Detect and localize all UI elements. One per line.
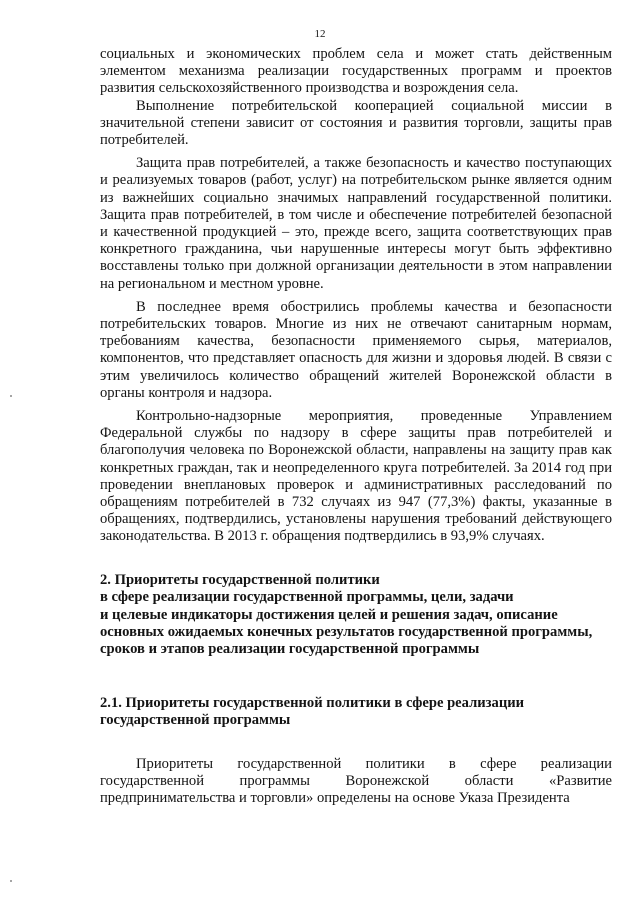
scan-mark (10, 880, 12, 882)
section-2-1-heading (100, 695, 612, 730)
section-2-heading (100, 572, 612, 659)
section-2-heading-line: основных ожидаемых конечных результатов государственной программы, (100, 623, 593, 640)
paragraph-priorities: Приоритеты государственной политики в сфере реализации государственной программы Воронежской области «Развитие предпринимательства и торговли» определены на основе Указа Президента (100, 755, 612, 806)
section-2-heading-line: в сфере реализации государственной программы, цели, задачи (100, 589, 514, 606)
section-2-heading-line: 2. Приоритеты государственной политики (100, 571, 380, 588)
section-2-heading-line: сроков и этапов реализации государственной программы (100, 641, 480, 658)
paragraph-supervision-measures: Контрольно-надзорные мероприятия, проведенные Управлением Федеральной службы по надзору в сфере защиты прав потребителей и благополучия человека по Воронежской области, направлены на защиту прав как конкретных граждан, так и неопределенного круга потребителей. За 2014 год при проведении внеплановых проверок и административных расследований по обращениям потребителей в 732 случаях из 947 (77,3%) факты, указанные в обращениях, подтвердились, установлены нарушения требований действующего законодательства. В 2013 г. обращения подтвердились в 93,9% случаях. (100, 408, 612, 545)
section-2-1-heading-line: государственной программы (100, 712, 291, 729)
paragraph-consumer-protection: Защита прав потребителей, а также безопасность и качество поступающих и реализуемых товаров (работ, услуг) на потребительском рынке является одним из важнейших социально значимых направлений государственной политики. Защита прав потребителей, в том числе и обеспечение потребителей безопасной и качественной продукцией – это, прежде всего, защита соответствующих прав конкретного гражданина, чьи нарушенные интересы могут быть эффективно восставлены только при должной организации деятельности в этом направлении на региональном и местном уровне. (100, 155, 612, 292)
section-2-heading-line: и целевые индикаторы достижения целей и решения задач, описание (100, 606, 558, 623)
section-2-1-heading-line: 2.1. Приоритеты государственной политики в сфере реализации (100, 694, 525, 711)
paragraph-cooperation-mission: Выполнение потребительской кооперацией социальной миссии в значительной степени зависит от состояния и развития торговли, защиты прав потребителей. (100, 97, 612, 149)
document-body (100, 46, 612, 807)
page-number: 12 (314, 28, 326, 40)
paragraph-continued: социальных и экономических проблем села и может стать действенным элементом механизма реализации государственных программ и проектов развития сельскохозяйственного производства и возрождения села. (100, 46, 612, 97)
scan-mark (10, 395, 12, 397)
paragraph-product-quality: В последнее время обострились проблемы качества и безопасности потребительских товаров. Многие из них не отвечают санитарным нормам, требованиям качества, безопасности применяемого сырья, материалов, компонентов, что представляет опасность для жизни и здоровья людей. В связи с этим увеличилось количество обращений жителей Воронежской области в органы контроля и надзора. (100, 298, 612, 401)
